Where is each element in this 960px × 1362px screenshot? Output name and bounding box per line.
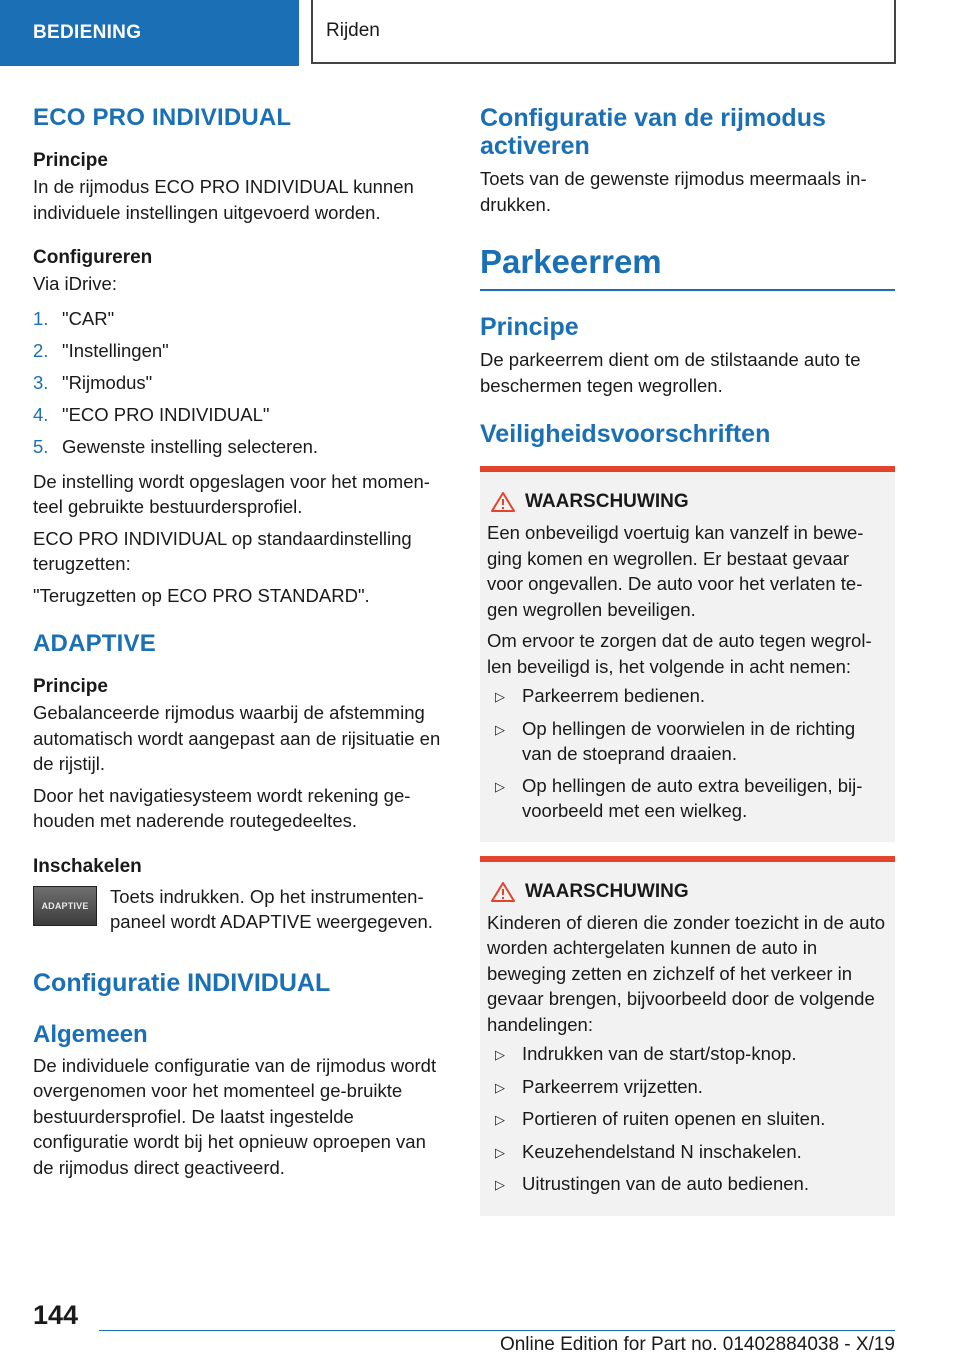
warning-box-children <box>480 856 895 1216</box>
list-item <box>33 303 448 335</box>
via-idrive-text: Via iDrive: <box>33 273 117 294</box>
warning-intro-text: Om ervoor te zorgen dat de auto tegen wegrol-len beveiligd is, het volgende in acht nemen: <box>487 630 872 677</box>
warning-title-text: WAARSCHUWING <box>525 880 689 902</box>
algemeen-heading: Algemeen <box>33 1020 148 1048</box>
idrive-steps-list <box>33 303 448 463</box>
bullet-text: Op hellingen de auto extra beveiligen, bij-voorbeeld met een wielkeg. <box>522 774 863 821</box>
warning-title <box>487 880 888 904</box>
bullet-text: Parkeerrem vrijzetten. <box>522 1075 703 1097</box>
reset-text: ECO PRO INDIVIDUAL op standaardinstelling terugzetten: <box>33 527 412 574</box>
safety-heading: Veiligheidsvoorschriften <box>480 420 771 448</box>
inschakelen-text: Toets indrukken. Op het instrumenten-paneel wordt ADAPTIVE weergegeven. <box>110 885 433 932</box>
algemeen-text: De individuele configuratie van de rijmodus wordt overgenomen voor het momenteel ge-bruikte bestuurdersprofiel. De laatst ingestelde configuratie wordt bij het opnieuw oproepen van de rijmodus direct geactiveerd. <box>33 1054 437 1178</box>
list-item <box>33 367 448 399</box>
warning-bullet-list <box>487 1041 888 1198</box>
list-item <box>487 716 888 767</box>
bullet-text: Portieren of ruiten openen en sluiten. <box>522 1108 826 1129</box>
adaptive-button-icon: ADAPTIVE <box>33 886 97 926</box>
configureren-heading: Configureren <box>33 247 153 268</box>
list-item <box>33 335 448 367</box>
triangle-bullet-icon: ▷ <box>495 1079 505 1095</box>
right-column <box>480 100 895 1216</box>
bullet-text: Uitrustingen van de auto bedienen. <box>522 1173 809 1194</box>
warning-title-text: WAARSCHUWING <box>525 491 689 512</box>
list-item <box>487 1106 888 1133</box>
list-item <box>33 399 448 431</box>
section-tab: BEDIENING <box>0 0 299 66</box>
list-item <box>487 773 888 824</box>
list-item <box>33 431 448 463</box>
step-number: 1. <box>33 307 49 329</box>
bullet-text: Op hellingen de voorwielen in de richting van de stoeprand draaien. <box>522 717 856 764</box>
chapter-tab: Rijden <box>311 0 896 64</box>
parkeerrem-chapter-title: Parkeerrem <box>480 243 895 291</box>
eco-pro-individual-title: ECO PRO INDIVIDUAL <box>33 104 292 131</box>
adaptive-principe-text: Gebalanceerde rijmodus waarbij de afstemming automatisch wordt aangepast aan de rijsituatie en de rijstijl. <box>33 702 441 774</box>
step-text: "ECO PRO INDIVIDUAL" <box>62 403 270 425</box>
triangle-bullet-icon: ▷ <box>495 689 505 704</box>
warning-triangle-icon <box>487 880 519 904</box>
warning-title <box>487 490 888 514</box>
activate-config-title: Configuratie van de rijmodus activeren <box>480 104 826 160</box>
step-text: "CAR" <box>62 307 115 329</box>
triangle-bullet-icon: ▷ <box>495 1144 505 1160</box>
reset-value-text: "Terugzetten op ECO PRO STANDARD". <box>33 584 370 606</box>
step-text: "Instellingen" <box>62 339 169 361</box>
left-column <box>33 100 448 1180</box>
adaptive-instruction <box>33 884 448 935</box>
edition-footer: Online Edition for Part no. 01402884038 - X/19 <box>499 1334 895 1355</box>
adaptive-principe-heading: Principe <box>33 676 108 697</box>
triangle-bullet-icon: ▷ <box>495 1112 505 1127</box>
step-number: 4. <box>33 403 49 425</box>
activate-config-text: Toets van de gewenste rijmodus meermaals in-drukken. <box>480 168 867 215</box>
footer-divider <box>99 1330 895 1331</box>
warning-text: Een onbeveiligd voertuig kan vanzelf in bewe-ging komen en wegrollen. Er bestaat gevaar voor ongevallen. De auto voor het verlaten te-gen wegrollen beveiligen. <box>487 522 864 620</box>
parkeerrem-principe-heading: Principe <box>480 313 579 341</box>
list-item <box>487 1171 888 1198</box>
configuratie-individual-title: Configuratie INDIVIDUAL <box>33 968 331 997</box>
triangle-bullet-icon: ▷ <box>495 1177 505 1192</box>
bullet-text: Indrukken van de start/stop-knop. <box>522 1043 797 1064</box>
step-text: Gewenste instelling selecteren. <box>62 435 319 457</box>
step-number: 5. <box>33 435 49 457</box>
bullet-text: Keuzehendelstand N inschakelen. <box>522 1140 802 1162</box>
step-number: 3. <box>33 371 49 393</box>
page-header <box>0 0 960 66</box>
adaptive-title: ADAPTIVE <box>33 630 156 657</box>
step-number: 2. <box>33 339 49 361</box>
list-item <box>487 683 888 710</box>
principe-text: In de rijmodus ECO PRO INDIVIDUAL kunnen individuele instellingen uitgevoerd worden. <box>33 176 414 223</box>
bullet-text: Parkeerrem bedienen. <box>522 685 706 706</box>
list-item <box>487 1139 888 1166</box>
parkeerrem-principe-text: De parkeerrem dient om de stilstaande auto te beschermen tegen wegrollen. <box>480 349 861 396</box>
list-item <box>487 1041 888 1068</box>
triangle-bullet-icon: ▷ <box>495 721 505 737</box>
warning-text: Kinderen of dieren die zonder toezicht in de auto worden achtergelaten kunnen de auto in beweging zetten en zichzelf of het verkeer in gevaar brengen, bijvoorbeeld door de volgende handelingen: <box>487 911 886 1035</box>
triangle-bullet-icon: ▷ <box>495 1047 505 1062</box>
warning-triangle-icon <box>487 490 519 514</box>
triangle-bullet-icon: ▷ <box>495 778 505 794</box>
inschakelen-heading: Inschakelen <box>33 855 142 877</box>
page-number: 144 <box>33 1300 79 1330</box>
principe-heading: Principe <box>33 150 108 171</box>
step-text: "Rijmodus" <box>62 371 153 393</box>
adaptive-navigation-text: Door het navigatiesysteem wordt rekening ge-houden met naderende routegedeeltes. <box>33 784 411 831</box>
saved-profile-text: De instelling wordt opgeslagen voor het momen-teel gebruikte bestuurdersprofiel. <box>33 470 430 517</box>
warning-bullet-list <box>487 683 888 824</box>
warning-box-rolling <box>480 466 895 842</box>
list-item <box>487 1074 888 1101</box>
